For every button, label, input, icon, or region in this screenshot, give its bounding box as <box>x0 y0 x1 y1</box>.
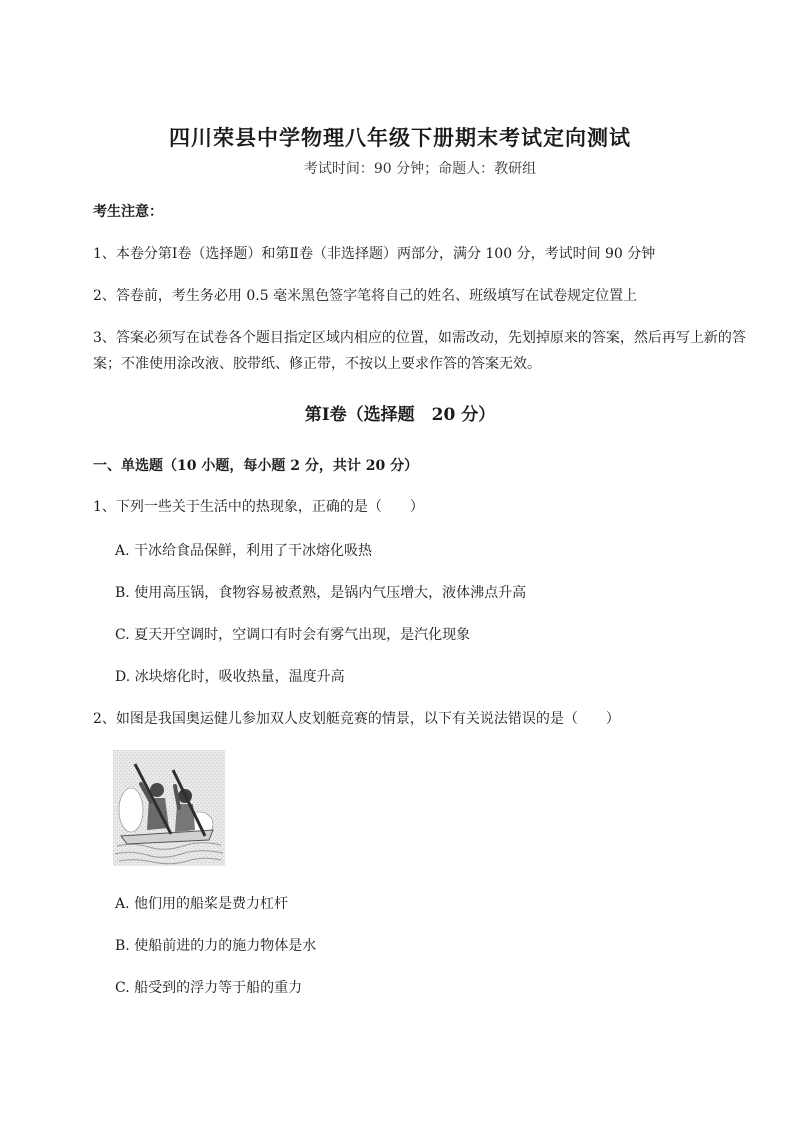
notice-item-2: 2、答卷前，考生务必用 0.5 毫米黑色签字笔将自己的姓名、班级填写在试卷规定位置上 <box>93 288 638 304</box>
notice-item-3: 3、答案必须写在试卷各个题目指定区域内相应的位置，如需改动，先划掉原来的答案，然后再写上新的答案；不准使用涂改液、胶带纸、修正带，不按以上要求作答的答案无效。 <box>93 330 746 372</box>
question-2-option-b: B. 使船前进的力的施力物体是水 <box>115 938 317 954</box>
kayak-photo <box>113 750 225 866</box>
question-1-option-a: A. 干冰给食品保鲜，利用了干冰熔化吸热 <box>115 543 373 559</box>
question-1-option-d: D. 冰块熔化时，吸收热量，温度升高 <box>115 669 345 685</box>
notice-item-1: 1、本卷分第Ⅰ卷（选择题）和第Ⅱ卷（非选择题）两部分，满分 100 分，考试时间 90 分钟 <box>93 246 656 262</box>
notice-heading: 考生注意： <box>93 204 163 220</box>
group-heading: 一、单选题（10 小题，每小题 2 分，共计 20 分） <box>93 458 419 474</box>
exam-title: 四川荣县中学物理八年级下册期末考试定向测试 <box>169 125 631 150</box>
question-2-option-a: A. 他们用的船桨是费力杠杆 <box>115 896 289 912</box>
exam-subtitle: 考试时间：90 分钟；命题人：教研组 <box>303 161 537 177</box>
question-1-stem: 1、下列一些关于生活中的热现象，正确的是（ ） <box>93 499 424 515</box>
question-2-option-c: C. 船受到的浮力等于船的重力 <box>115 980 303 996</box>
section-title: 第Ⅰ卷（选择题 20 分） <box>304 405 496 425</box>
question-1-option-b: B. 使用高压锅，食物容易被煮熟，是锅内气压增大，液体沸点升高 <box>115 585 527 601</box>
kayak-illustration <box>113 750 225 866</box>
question-2-stem: 2、如图是我国奥运健儿参加双人皮划艇竞赛的情景，以下有关说法错误的是（ ） <box>93 711 620 727</box>
question-1-option-c: C. 夏天开空调时，空调口有时会有雾气出现，是汽化现象 <box>115 627 471 643</box>
